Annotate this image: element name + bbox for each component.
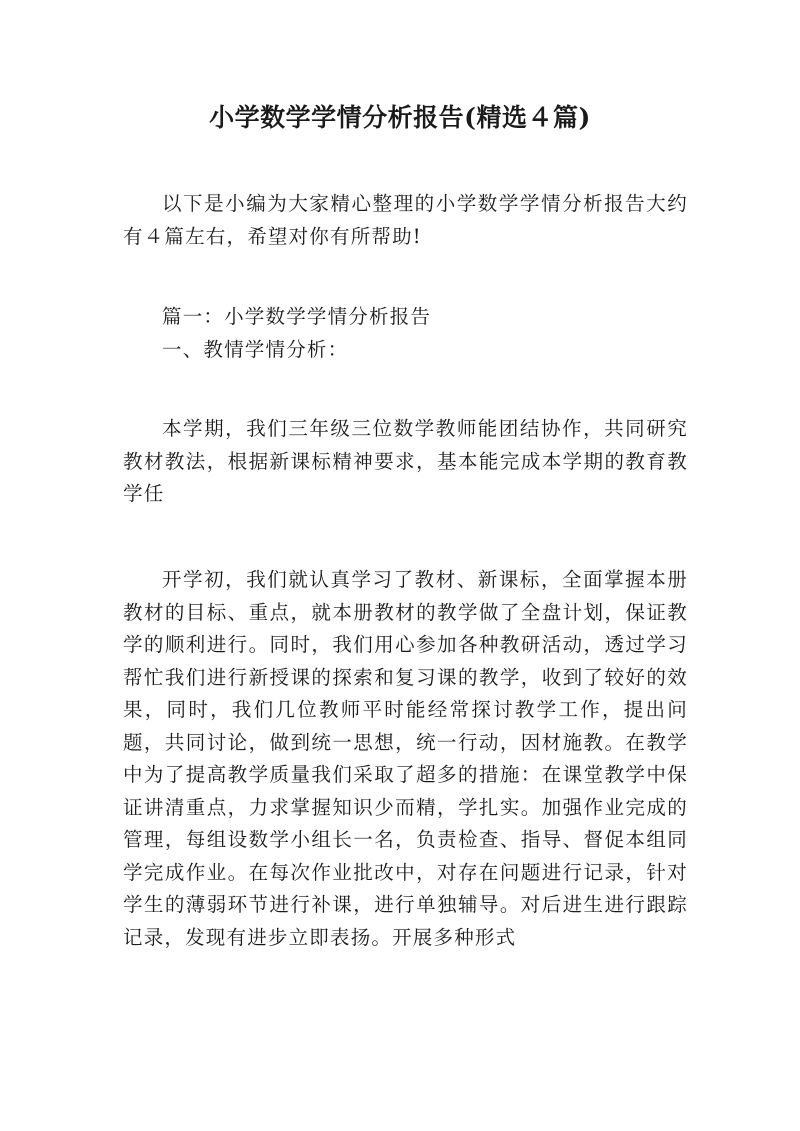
subsection-heading: 一、教情学情分析：	[162, 338, 349, 361]
section-heading: 篇一：小学数学学情分析报告	[162, 305, 432, 328]
body-paragraph-2: 开学初，我们就认真学习了教材、新课标，全面掌握本册教材的目标、重点，就本册教材的教学做了全盘计划，保证教学的顺利进行。同时，我们用心参加各种教研活动，透过学习帮忙我们进行新授课的探索和复习课的教学，收到了较好的效果，同时，我们几位教师平时能经常探讨教学工作，提出问题，共同讨论，做到统一思想，统一行动，因材施教。在教学中为了提高教学质量我们采取了超多的措施：在课堂教学中保证讲清重点，力求掌握知识少而精，学扎实。加强作业完成的管理，每组设数学小组长一名，负责检查、指导、督促本组同学完成作业。在每次作业批改中，对存在问题进行记录，针对学生的薄弱环节进行补课，进行单独辅导。对后进生进行跟踪记录，发现有进步立即表扬。开展多种形式	[123, 568, 688, 949]
body-paragraph-1: 本学期，我们三年级三位数学教师能团结协作，共同研究教材教法，根据新课标精神要求，基本能完成本学期的教育教学任	[123, 417, 688, 505]
document-title: 小学数学学情分析报告(精选４篇)	[209, 103, 591, 132]
intro-paragraph: 以下是小编为大家精心整理的小学数学学情分析报告大约有４篇左右，希望对你有所帮助!	[123, 192, 688, 248]
